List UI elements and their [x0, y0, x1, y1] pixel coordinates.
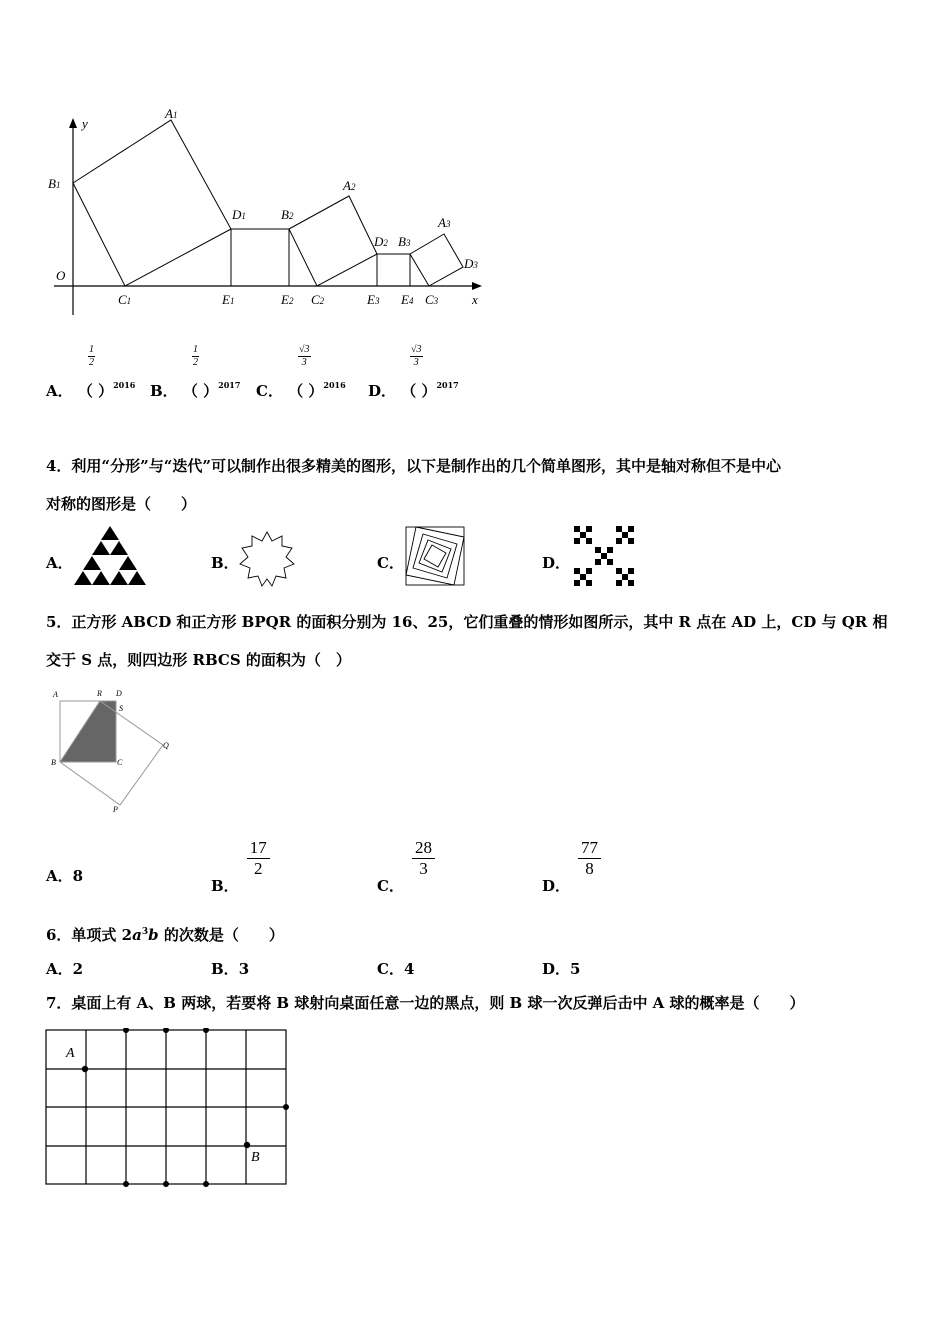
label-C3: C3 [425, 292, 439, 307]
shaded-rbcs [60, 701, 116, 762]
label-A2: A2 [343, 178, 356, 193]
q4-option-c[interactable]: C． [377, 554, 404, 572]
q5-stem-line1: 5．正方形 ABCD 和正方形 BPQR 的面积分别为 16、25，它们重叠的情形如图所示，其中 R 点在 AD 上，CD 与 QR 相 [46, 613, 888, 631]
q7-label-B: B [251, 1150, 260, 1165]
label-x: x [472, 292, 478, 307]
nested-squares [404, 525, 466, 587]
square-d1b2e2e1 [231, 229, 289, 286]
label-D1: D1 [232, 207, 246, 222]
q5-option-a[interactable]: A．8 [46, 867, 84, 885]
q3-option-a-fraction: $\frac{1}{2}$ [89, 344, 94, 368]
label-B3: B3 [398, 234, 411, 249]
q3-option-d[interactable]: D． （ ）$^{2017}$ [368, 380, 459, 400]
square-2 [289, 196, 377, 286]
label-E3: E3 [367, 292, 380, 307]
square-d2b3e4e3 [377, 254, 410, 286]
label-E2: E2 [281, 292, 294, 307]
q6-stem: 6．单项式 $2a^3b$ 的次数是（ ） [46, 926, 284, 944]
label-D2: D2 [374, 234, 388, 249]
x-axis-arrow [472, 282, 482, 290]
q5-label-R: R [97, 689, 102, 698]
q4-option-b[interactable]: B． [211, 554, 239, 572]
q7-stem: 7．桌面上有 A、B 两球，若要将 B 球射向桌面任意一边的黑点，则 B 球一次反弹后击中 A 球的概率是（ ） [46, 994, 805, 1012]
q5-option-b[interactable]: B． $\frac{17}{2}$ [211, 838, 270, 879]
q4-option-a[interactable]: A． [46, 554, 73, 572]
q5-stem-line2: 交于 S 点，则四边形 RBCS 的面积为（ ） [46, 651, 351, 669]
q3-option-c-fraction: $\frac{√3}{3}$ [299, 344, 310, 368]
label-O: O [56, 268, 66, 283]
q6-option-c[interactable]: C．4 [377, 960, 415, 978]
q4-stem-line2: 对称的图形是（ ） [46, 495, 197, 513]
label-A1: A1 [165, 106, 178, 121]
label-D3: D3 [464, 256, 478, 271]
q5-label-C: C [117, 758, 123, 767]
square-1 [73, 120, 231, 286]
q3-option-b[interactable]: B． （ ）$^{2017}$ [150, 380, 241, 400]
label-E4: E4 [401, 292, 414, 307]
ball-B-dot [244, 1142, 250, 1148]
label-A3: A3 [438, 215, 451, 230]
q5-label-D: D [116, 689, 122, 698]
q5-label-B: B [51, 758, 56, 767]
q3-option-c[interactable]: C． （ ）$^{2016}$ [256, 380, 346, 400]
label-C1: C1 [118, 292, 132, 307]
koch-snowflake [238, 530, 296, 588]
q3-option-b-fraction: $\frac{1}{2}$ [193, 344, 198, 368]
q5-option-d[interactable]: D． $\frac{77}{8}$ [542, 838, 601, 879]
q5-label-Q: Q [163, 741, 169, 750]
q7-label-A: A [66, 1046, 75, 1061]
q6-option-b[interactable]: B．3 [211, 960, 250, 978]
q3-option-a[interactable]: A． （ ）$^{2016}$ [46, 380, 136, 400]
y-axis-arrow [69, 118, 77, 128]
q5-label-S: S [119, 704, 123, 713]
overlapping-squares-figure [50, 690, 175, 815]
q6-expression: $2a^3b$ [121, 926, 159, 944]
squares-figure [40, 110, 500, 320]
q4-stem-line1: 4．利用“分形”与“迭代”可以制作出很多精美的图形，以下是制作出的几个简单图形，其中是轴对称但不是中心 [46, 457, 781, 475]
q5-label-P: P [113, 805, 118, 814]
label-B2: B2 [281, 207, 294, 222]
q5-label-A: A [53, 690, 58, 699]
q3-option-d-fraction: $\frac{√3}{3}$ [411, 344, 422, 368]
label-y: y [82, 116, 88, 131]
q5-option-c[interactable]: C． $\frac{28}{3}$ [377, 838, 435, 879]
label-B1: B1 [48, 176, 61, 191]
box-fractal [574, 526, 634, 586]
label-C2: C2 [311, 292, 325, 307]
q6-option-a[interactable]: A．2 [46, 960, 84, 978]
square-3 [410, 234, 463, 286]
ball-A-dot [82, 1066, 88, 1072]
q4-option-d[interactable]: D． [542, 554, 571, 572]
label-E1: E1 [222, 292, 235, 307]
q6-option-d[interactable]: D．5 [542, 960, 581, 978]
sierpinski-triangle [73, 524, 147, 586]
